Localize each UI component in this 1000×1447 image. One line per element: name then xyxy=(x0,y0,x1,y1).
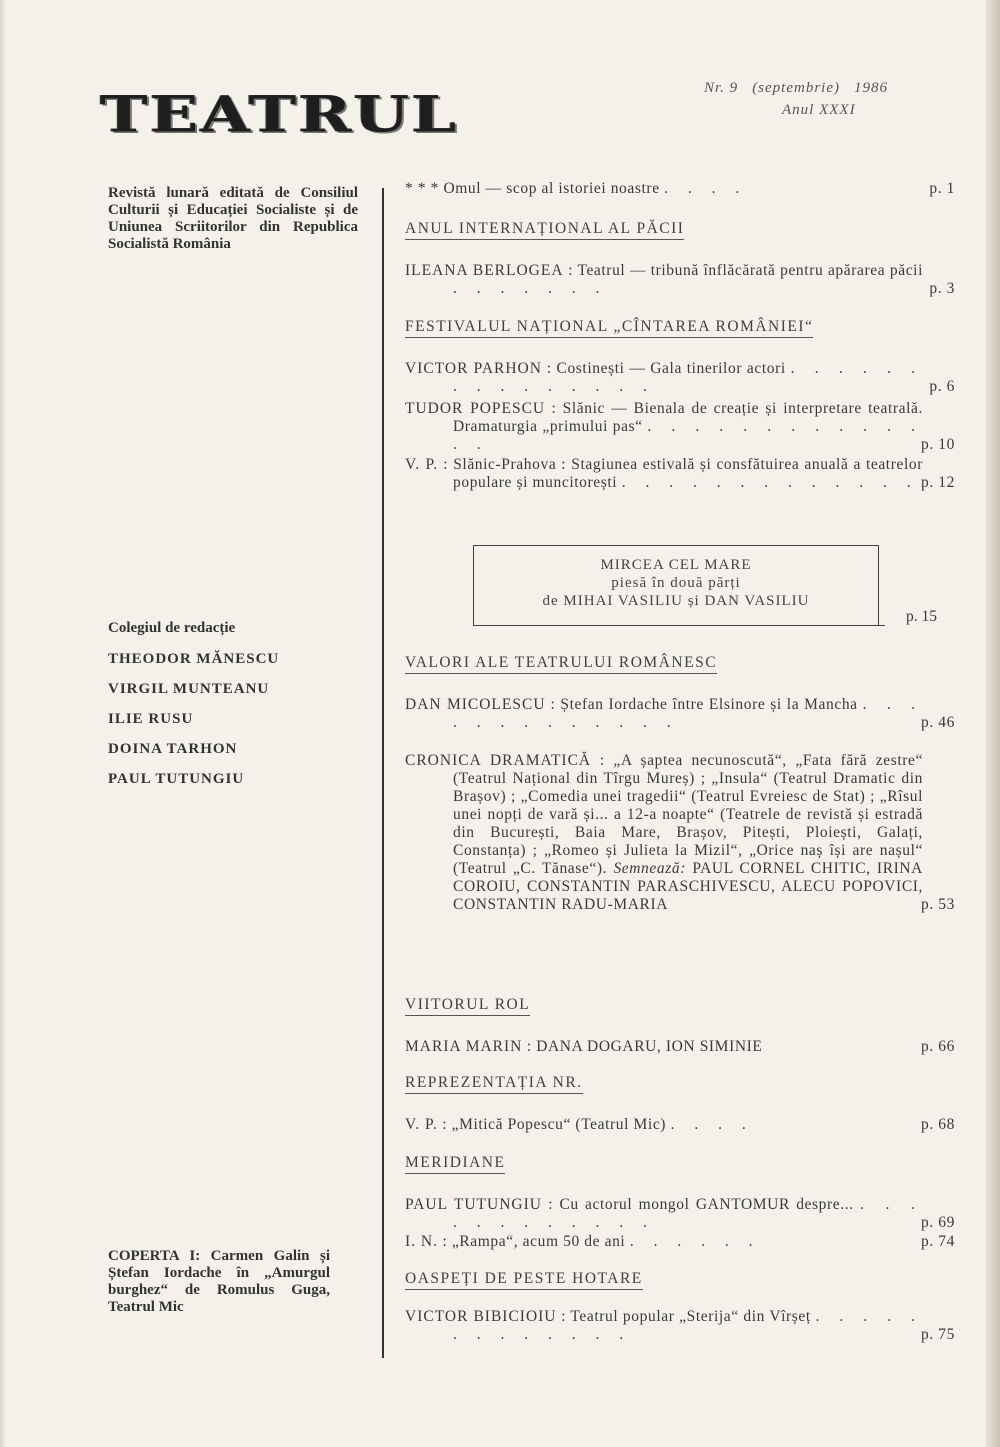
toc-author: V. P. xyxy=(405,1116,438,1133)
play-title: MIRCEA CEL MARE xyxy=(600,557,752,573)
toc-entry xyxy=(405,262,955,298)
publisher-statement: Revistă lunară editată de Consiliul Culturii și Educației Socialiste și de Uniunea Scriitorilor din Republica Socialistă România xyxy=(108,185,358,252)
toc-entry-title: : Costinești — Gala tinerilor actori xyxy=(546,360,786,377)
toc-entry-title: : „Mitică Popescu“ (Teatrul Mic) xyxy=(442,1116,667,1133)
toc-leader-dots: . . . . . . . . . . . . xyxy=(453,1196,923,1231)
issue-volume: Anul XXXI xyxy=(782,102,856,118)
toc-author: V. P. xyxy=(405,456,439,473)
column-divider xyxy=(382,188,384,1358)
editorial-member: ILIE RUSU xyxy=(108,711,194,727)
toc-page-number: p. 68 xyxy=(921,1116,955,1133)
toc-entry-title: : Slănic — Bienala de creație și interpretare teatrală. Dramaturgia „primului pas“ xyxy=(453,400,923,435)
toc-author: VICTOR BIBICIOIU xyxy=(405,1308,557,1325)
editorial-board-heading: Colegiul de redacție xyxy=(108,620,236,636)
toc-signers-label: Semnează: xyxy=(613,860,686,877)
toc-author: CRONICA DRAMATICĂ xyxy=(405,752,592,769)
toc-leader-dots: . . . . . . xyxy=(629,1233,761,1250)
toc-page-number: p. 12 xyxy=(921,474,955,491)
toc-leader-dots: . . . . . . . . . . . . . . xyxy=(453,418,924,453)
issue-year: 1986 xyxy=(854,80,888,96)
editorial-board xyxy=(108,620,358,801)
toc-section-heading: ANUL INTERNAȚIONAL AL PĂCII xyxy=(405,220,684,240)
play-subtitle: piesă în două părți xyxy=(611,575,741,591)
toc-page-number: p. 6 xyxy=(929,378,955,395)
toc-entry xyxy=(405,1116,955,1134)
toc-page-number: p. 74 xyxy=(921,1233,955,1250)
toc-entry xyxy=(405,180,955,198)
play-authors: de MIHAI VASILIU și DAN VASILIU xyxy=(542,593,810,609)
toc-leader-dots: . . . . . . . . . . . . . . . xyxy=(453,360,923,395)
page-left-edge xyxy=(0,0,6,1447)
toc-entry-title: : Ștefan Iordache între Elsinore și la Mancha xyxy=(550,696,858,713)
toc-section-heading: MERIDIANE xyxy=(405,1154,505,1174)
toc-entry xyxy=(405,752,955,914)
toc-entry-title: : Teatrul popular „Sterija“ din Vîrșeț xyxy=(561,1308,811,1325)
toc-entry xyxy=(405,1233,955,1251)
toc-section-heading: OASPEȚI DE PESTE HOTARE xyxy=(405,1270,643,1290)
toc-page-number: p. 10 xyxy=(921,436,955,453)
toc-page-number: p. 46 xyxy=(921,714,955,731)
toc-leader-dots: . . . . . . . xyxy=(453,280,608,297)
toc-leader-dots: . . . . xyxy=(670,1116,754,1133)
editorial-member: VIRGIL MUNTEANU xyxy=(108,681,270,697)
page-right-edge xyxy=(986,0,1000,1447)
toc-page-number: p. 66 xyxy=(921,1038,955,1055)
toc-leader-dots: . . . . . . . . . . . . . xyxy=(621,474,919,491)
toc-stars: * * * xyxy=(405,180,439,197)
toc-entry-title: : Slănic-Prahova : Stagiunea estivală și consfătuirea anuală a teatrelor populare și muncitorești xyxy=(443,456,923,491)
toc-author: MARIA MARIN xyxy=(405,1038,523,1055)
issue-info xyxy=(704,80,954,118)
toc-entry xyxy=(405,400,955,454)
toc-author: DAN MICOLESCU xyxy=(405,696,546,713)
toc-entry xyxy=(405,1308,955,1344)
toc-author: I. N. xyxy=(405,1233,438,1250)
toc-entry-title: Omul — scop al istoriei noastre xyxy=(443,180,660,197)
toc-author: ILEANA BERLOGEA xyxy=(405,262,564,279)
featured-play-box xyxy=(473,545,879,626)
toc-page-number: p. 15 xyxy=(906,608,937,625)
toc-entry-title: : Cu actorul mongol GANTOMUR despre... xyxy=(548,1196,854,1213)
play-box-bottom-rule xyxy=(473,625,885,626)
toc-entry-title: : Teatrul — tribună înflăcărată pentru apărarea păcii xyxy=(568,262,923,279)
toc-entry-title: : „A șaptea necunoscută“, „Fata fără zestre“ (Teatrul Național din Tîrgu Mureș) ; „Insula“ (Teatrul Dramatic din Brașov) ; „Comedia unei tragedii“ (Teatrul Evreiesc de Stat) ; „Rîsul unei nopți de vară și... a 12-a noapte“ (Teatrele de revistă și estradă din București, Baia Mare, Brașov, Pitești, Ploiești, Galați, Constanța) ; „Romeo și Julieta la Mizil“, „Orice naș își are nașul“ (Teatrul „C. Tănase“). xyxy=(453,752,923,877)
cover-caption: COPERTA I: Carmen Galin și Ștefan Iordache în „Amurgul burghez“ de Romulus Guga, Teatrul Mic xyxy=(108,1248,330,1315)
masthead-logo xyxy=(100,85,500,158)
toc-page-number: p. 3 xyxy=(929,280,955,297)
issue-number: Nr. 9 xyxy=(704,80,739,96)
issue-month: (septembrie) xyxy=(752,80,840,96)
toc-section-heading: VALORI ALE TEATRULUI ROMÂNESC xyxy=(405,654,717,674)
toc-entry-title: : DANA DOGARU, ION SIMINIE xyxy=(526,1038,763,1055)
toc-page-number: p. 1 xyxy=(929,180,955,197)
editorial-member: DOINA TARHON xyxy=(108,741,238,757)
toc-entry xyxy=(405,360,955,396)
toc-section-heading: FESTIVALUL NAȚIONAL „CÎNTAREA ROMÂNIEI“ xyxy=(405,318,813,338)
toc-entry xyxy=(405,456,955,492)
editorial-member: THEODOR MĂNESCU xyxy=(108,651,280,667)
toc-entry xyxy=(405,696,955,732)
toc-page-number: p. 53 xyxy=(921,896,955,913)
toc-section-heading: VIITORUL ROL xyxy=(405,996,530,1016)
toc-author: PAUL TUTUNGIU xyxy=(405,1196,542,1213)
toc-leader-dots: . . . . . . . . . . . . . xyxy=(453,1308,923,1343)
toc-page-number: p. 75 xyxy=(921,1326,955,1343)
toc-entry xyxy=(405,1038,955,1056)
toc-leader-dots: . . . . . . . . . . . . . xyxy=(453,696,923,731)
toc-section-heading: REPREZENTAȚIA NR. xyxy=(405,1074,583,1094)
toc-signers: PAUL CORNEL CHITIC, IRINA COROIU, CONSTANTIN PARASCHIVESCU, ALECU POPOVICI, CONSTANTIN RADU-MARIA xyxy=(453,860,923,913)
toc-page-number: p. 69 xyxy=(921,1214,955,1231)
toc-author: TUDOR POPESCU xyxy=(405,400,546,417)
toc-entry-title: : „Rampa“, acum 50 de ani xyxy=(442,1233,626,1250)
toc-leader-dots: . . . . xyxy=(664,180,748,197)
masthead-title: TEATRUL xyxy=(100,85,459,145)
toc-author: VICTOR PARHON xyxy=(405,360,542,377)
editorial-member: PAUL TUTUNGIU xyxy=(108,771,245,787)
toc-entry xyxy=(405,1196,955,1232)
